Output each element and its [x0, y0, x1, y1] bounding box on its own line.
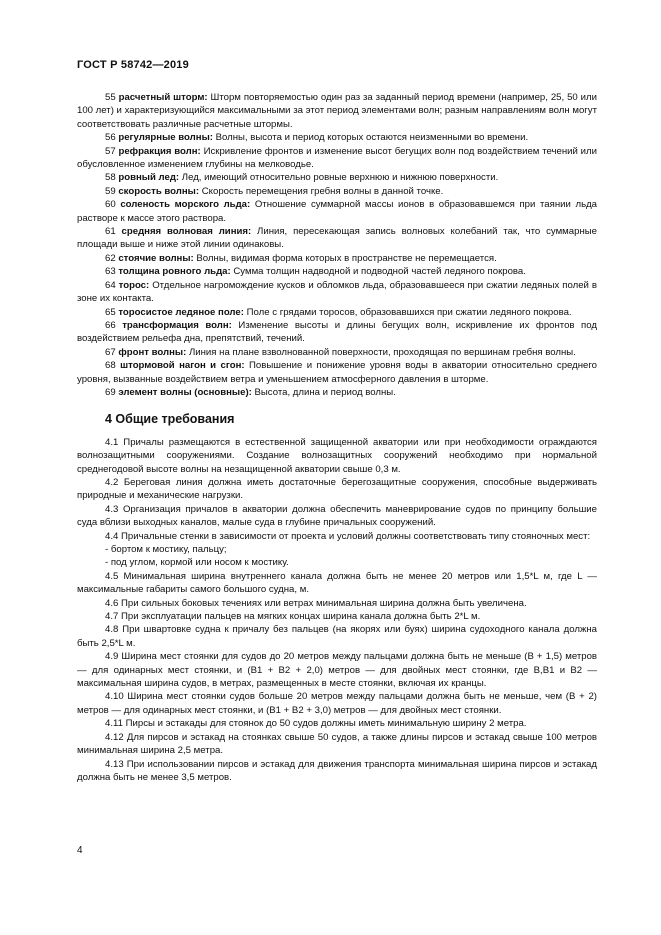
requirement-paragraph: 4.11 Пирсы и эстакады для стоянок до 50 судов должны иметь минимальную ширину 2 метра. — [105, 718, 527, 730]
definition-text: Волны, высота и период которых остаются неизменными во времени. — [215, 132, 529, 144]
requirement-paragraph: 4.10 Ширина мест стоянки судов больше 20 метров между пальцами должна быть не меньше, чем (B + 2) метров — для одинарных мест стоянки, и (B1 + B2 + 3,0) метров — для двойных мест стоянки. — [77, 691, 597, 716]
definition-number: 68 — [105, 360, 116, 372]
definition-number: 55 — [105, 92, 116, 103]
definition-item — [77, 131, 597, 144]
list-item: - под углом, кормой или носом к мостику. — [105, 557, 289, 569]
definition-item — [77, 306, 597, 319]
definition-term: средняя волновая линия: — [121, 226, 252, 238]
definition-text: Шторм повторяемостью один раз за заданный период времени (например, 25, 50 или 100 лет) и характеризующийся максимальными за этот период элементами волн; разным направлениям волн могут соответствовать различные расчетные штормы. — [77, 92, 597, 130]
definition-term: стоячие волны: — [118, 252, 194, 264]
definition-text: Отношение суммарной массы ионов в образовавшемся при таянии льда растворе к массе этого раствора. — [77, 199, 597, 224]
page-number: 4 — [77, 845, 83, 856]
definition-item — [77, 386, 597, 399]
definition-item — [77, 198, 597, 225]
requirement-paragraph: 4.4 Причальные стенки в зависимости от проекта и условий должны соответствовать типу стояночных мест: — [105, 530, 591, 542]
definition-number: 61 — [105, 226, 116, 238]
requirement-paragraph: 4.13 При использовании пирсов и эстакад для движения транспорта минимальная ширина пирсов и эстакад должна быть не менее 3,5 метров. — [77, 758, 597, 783]
definition-number: 64 — [105, 279, 116, 291]
definition-text: Волны, видимая форма которых в пространстве не перемещается. — [196, 252, 497, 264]
definition-item — [77, 279, 597, 306]
definition-term: штормовой нагон и сгон: — [120, 360, 245, 372]
definition-term: ровный лед: — [118, 172, 180, 184]
definition-item — [77, 319, 597, 346]
requirement-paragraph: 4.12 Для пирсов и эстакад на стоянках свыше 50 судов, а также длины пирсов и эстакад свыше 100 метров минимальная ширина 2,5 метра. — [77, 731, 597, 757]
document-code-header: ГОСТ Р 58742—2019 — [77, 59, 189, 71]
definition-term: толщина ровного льда: — [118, 266, 231, 278]
definition-number: 62 — [105, 252, 116, 264]
definition-item — [77, 265, 597, 278]
definition-item — [77, 185, 597, 198]
definition-text: Линия на плане взволнованной поверхности, проходящая по вершинам гребня волны. — [188, 346, 576, 358]
definition-number: 67 — [105, 346, 116, 358]
requirement-paragraph: 4.8 При швартовке судна к причалу без пальцев (на якорях или буях) ширина судоходного канала должна быть 2,5*L м. — [77, 624, 597, 649]
definitions-list — [77, 91, 597, 399]
requirements-list — [77, 436, 597, 785]
definition-text: Лед, имеющий относительно ровные верхнюю и нижнюю поверхности. — [181, 172, 499, 184]
definition-item — [77, 91, 597, 131]
definition-item — [77, 252, 597, 265]
definition-text: Повышение и понижение уровня воды в акватории относительно среднего уровня, вызванные воздействием ветра и уменьшением атмосферного давления в шторме. — [77, 360, 598, 385]
definition-term: рефракция волн: — [118, 145, 201, 157]
requirement-paragraph: 4.7 При эксплуатации пальцев на мягких концах ширина канала должна быть 2*L м. — [105, 611, 481, 623]
definition-item — [77, 225, 597, 252]
page-body — [77, 91, 597, 784]
definition-term: регулярные волны: — [118, 132, 213, 144]
definition-item — [77, 145, 597, 172]
definition-text: Изменение высоты и длины бегущих волн, искривление их фронтов под воздействием рельефа дна, препятствий, течений. — [77, 319, 597, 345]
definition-number: 58 — [105, 172, 116, 184]
definition-item — [77, 171, 597, 184]
definition-text: Сумма толщин надводной и подводной частей ледяного покрова. — [233, 266, 526, 278]
definition-number: 60 — [105, 199, 116, 211]
definition-number: 57 — [105, 145, 116, 157]
requirement-paragraph: 4.9 Ширина мест стоянки для судов до 20 метров между пальцами должна быть не меньше (B + 1,5) метров — для одинарных мест стоянки, и (B1 + B2 + 2,0) метров — для двойных мест стоянки, где B,B1 и B2 — максимальная ширина судов, в метрах, размещенных в месте стоянки, включая их кранцы. — [77, 651, 597, 690]
definition-term: расчетный шторм: — [118, 92, 208, 103]
definition-term: скорость волны: — [118, 185, 200, 197]
definition-text: Искривление фронтов и изменение высот бегущих волн под воздействием течений или обусловленное изменением глубины на мелководье. — [77, 145, 597, 171]
definition-text: Поле с грядами торосов, образовавшихся при сжатии ледяного покрова. — [246, 306, 572, 318]
requirement-paragraph: 4.3 Организация причалов в акватории должна обеспечить маневрирование судов по принципу большие суда вблизи выходных каналов, малые суда в глубине причальных сооружений. — [77, 503, 597, 529]
definition-text: Высота, длина и период волны. — [254, 386, 396, 398]
definition-number: 63 — [105, 266, 116, 278]
definition-item — [77, 359, 597, 386]
definition-number: 56 — [105, 132, 116, 144]
list-item: - бортом к мостику, пальцу; — [105, 544, 227, 555]
definition-term: элемент волны (основные): — [118, 386, 252, 398]
definition-term: соленость морского льда: — [120, 199, 251, 211]
definition-term: трансформация волн: — [122, 319, 232, 331]
definition-text: Линия, пересекающая запись волновых колебаний так, что суммарные площади выше и ниже этой линии одинаковы. — [77, 226, 597, 251]
requirement-paragraph: 4.1 Причалы размещаются в естественной защищенной акватории или при необходимости ограждаются волнозащитными сооружениями. Создание волнозащитных сооружений необходимо при нормальной среднегодовой высоте волны на незащищенной акватории свыше 0,3 м. — [77, 436, 597, 475]
section-heading: 4 Общие требования — [105, 412, 235, 427]
definition-term: торосистое ледяное поле: — [118, 306, 244, 318]
definition-text: Скорость перемещения гребня волны в данной точке. — [201, 185, 444, 197]
definition-text: Отдельное нагромождение кусков и обломков льда, образовавшееся при сжатии ледяных полей в зоне их контакта. — [77, 279, 597, 305]
definition-term: торос: — [118, 279, 150, 291]
definition-item — [77, 346, 597, 359]
definition-number: 66 — [105, 319, 116, 331]
definition-number: 65 — [105, 306, 116, 318]
definition-number: 69 — [105, 386, 116, 398]
requirement-paragraph: 4.6 При сильных боковых течениях или ветрах минимальная ширина должна быть увеличена. — [105, 597, 527, 609]
requirement-paragraph: 4.2 Береговая линия должна иметь достаточные берегозащитные сооружения, способные выдерживать природные и механические нагрузки. — [77, 476, 597, 502]
requirement-paragraph: 4.5 Минимальная ширина внутреннего канала должна быть не менее 20 метров или 1,5*L м, где L — максимальные габариты самого большого судна, м. — [77, 570, 597, 596]
definition-number: 59 — [105, 185, 116, 197]
definition-term: фронт волны: — [118, 346, 187, 358]
